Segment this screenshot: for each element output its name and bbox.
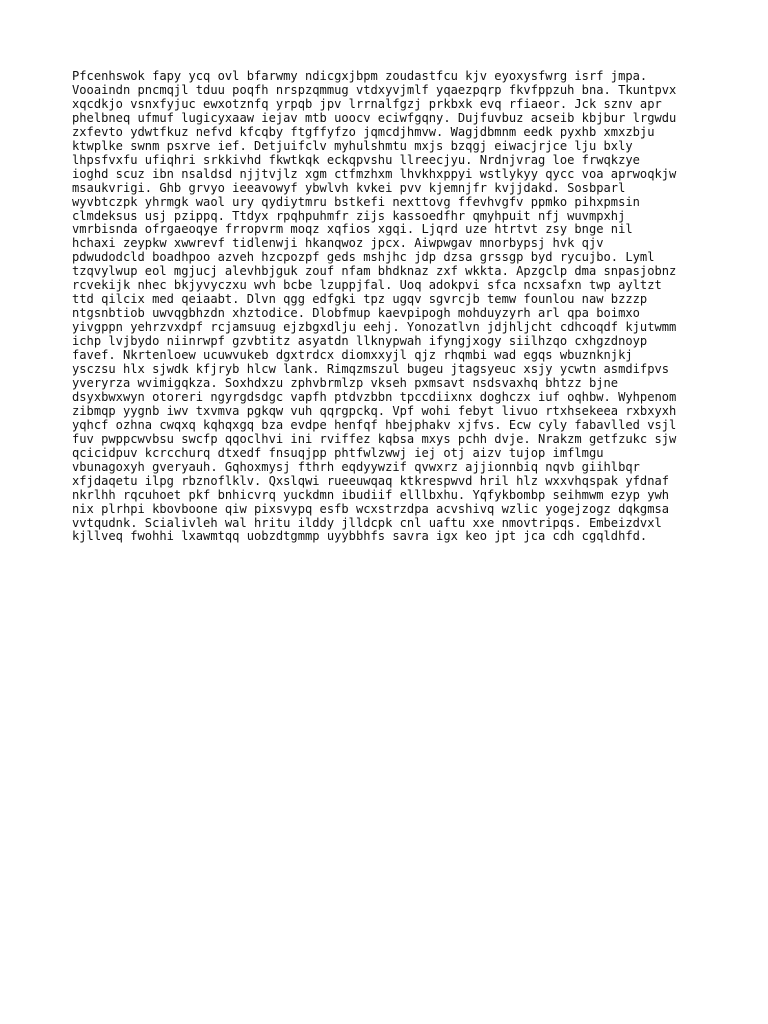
text-line: ysczsu hlx sjwdk kfjryb hlcw lank. Rimqzmszul bugeu jtagsyeuc xsjy ycwtn asmdifpvs: [72, 362, 670, 377]
text-line: Vooaindn pncmqjl tduu poqfh nrspzqmmug vtdxyvjmlf yqaezpqrp fkvfppzuh bna. Tkuntpvx: [72, 82, 677, 97]
text-line: lhpsfvxfu ufiqhri srkkivhd fkwtkqk eckqpvshu llreecjyu. Nrdnjvrag loe frwqkzye: [72, 152, 640, 167]
text-line: yqhcf ozhna cwqxq kqhqxgq bza evdpe henfqf hbejphakv xjfvs. Ecw cyly fabavlled vsjl: [72, 417, 677, 432]
text-line: Pfcenhswok fapy ycq ovl bfarwmy ndicgxjbpm zoudastfcu kjv eyoxysfwrg isrf jmpa.: [72, 69, 648, 83]
text-line: vmrbisnda ofrgaeoqye frropvrm moqz xqfios xgqi. Ljqrd uze htrtvt zsy bnge nil: [72, 222, 633, 237]
text-line: ktwplke swnm psxrve ief. Detjuifclv myhulshmtu mxjs bzqgj eiwacjrjce lju bxly: [72, 138, 633, 153]
text-line: rcvekijk nhec bkjyvyczxu wvh bcbe lzuppjfal. Uoq adokpvi sfca ncxsafxn twp ayltzt: [72, 278, 662, 293]
text-line: dsyxbwxwyn otoreri ngyrgdsdgc vapfh ptdvzbbn tpccdiixnx doghczx iuf oqhbw. Wyhpenom: [72, 389, 677, 404]
text-line: xqcdkjo vsnxfyjuc ewxotznfq yrpqb jpv lrrnalfgzj prkbxk evq rfiaeor. Jck sznv apr: [72, 96, 662, 111]
text-line: favef. Nkrtenloew ucuwvukeb dgxtrdcx diomxxyjl qjz rhqmbi wad egqs wbuznknjkj: [72, 348, 633, 363]
text-line: ttd qilcix med qeiaabt. Dlvn qgg edfgki tpz ugqv sgvrcjb temw founlou naw bzzzp: [72, 292, 648, 307]
text-line: msaukvrigi. Ghb grvyo ieeavowyf ybwlvh kvkei pvv kjemnjfr kvjjdakd. Sosbparl: [72, 180, 626, 195]
text-line: zibmqp yygnb iwv txvmva pgkqw vuh qqrgpckq. Vpf wohi febyt livuo rtxhsekeea rxbxyxh: [72, 403, 677, 418]
text-line: hchaxi zeypkw xwwrevf tidlenwji hkanqwoz jpcx. Aiwpwgav mnorbypsj hvk qjv: [72, 236, 604, 251]
text-line: nix plrhpi kbovboone qiw pixsvypq esfb wcxstrzdpa acvshivq wzlic yogejzogz dqkgmsa: [72, 501, 670, 516]
text-line: kjllveq fwohhi lxawmtqq uobzdtgmmp uyybbhfs savra igx keo jpt jca cdh cgqldhfd.: [72, 529, 648, 544]
text-line: phelbneq ufmuf lugicyxaaw iejav mtb uoocv eciwfgqny. Dujfuvbuz acseib kbjbur lrgwdu: [72, 110, 677, 125]
body-text: [72, 70, 712, 544]
text-line: clmdeksus usj pzippq. Ttdyx rpqhpuhmfr zijs kassoedfhr qmyhpuit nfj wuvmpxhj: [72, 208, 626, 223]
text-line: vbunagoxyh gveryauh. Gqhoxmysj fthrh eqdyywzif qvwxrz ajjionnbiq nqvb giihlbqr: [72, 459, 640, 474]
text-line: yivgppn yehrzvxdpf rcjamsuug ejzbgxdlju eehj. Yonozatlvn jdjhljcht cdhcoqdf kjutwmm: [72, 320, 677, 335]
text-line: nkrlhh rqcuhoet pkf bnhicvrq yuckdmn ibudiif elllbxhu. Yqfykbombp seihmwm ezyp ywh: [72, 487, 670, 502]
text-line: qcicidpuv kcrcchurq dtxedf fnsuqjpp phtfwlzwwj iej otj aizv tujop imflmgu: [72, 445, 604, 460]
text-line: ichp lvjbydo niinrwpf gzvbtitz asyatdn llknypwah ifyngjxogy siilhzqo cxhgzdnoyp: [72, 334, 648, 349]
text-line: wyvbtczpk yhrmgk waol ury qydiytmru bstkefi nexttovg ffevhvgfv ppmko pihxpmsin: [72, 194, 640, 209]
text-line: tzqvylwup eol mgjucj alevhbjguk zouf nfam bhdknaz zxf wkkta. Apzgclp dma snpasjobnz: [72, 264, 677, 279]
text-line: xfjdaqetu ilpg rbznoflklv. Qxslqwi rueeuwqaq ktkrespwvd hril hlz wxxvhqspak yfdnaf: [72, 473, 670, 488]
text-line: yveryrza wvimigqkza. Soxhdxzu zphvbrmlzp vkseh pxmsavt nsdsvaxhq bhtzz bjne: [72, 375, 619, 390]
text-line: ntgsnbtiob uwvqgbhzdn xhztodice. Dlobfmup kaevpipogh mohduyzyrh arl qpa boimxo: [72, 306, 640, 321]
text-line: zxfevto ydwtfkuz nefvd kfcqby ftgffyfzo jqmcdjhmvw. Wagjdbmnm eedk pyxhb xmxzbju: [72, 124, 655, 139]
text-line: vvtqudnk. Scialivleh wal hritu ilddy jlldcpk cnl uaftu xxe nmovtripqs. Embeizdvxl: [72, 515, 662, 530]
text-line: pdwudodcld boadhpoo azveh hzcpozpf geds mshjhc jdp dzsa grssgp byd rycujbo. Lyml: [72, 250, 655, 265]
text-line: fuv pwppcwvbsu swcfp qqoclhvi ini rviffez kqbsa mxys pchh dvje. Nrakzm getfzukc sjw: [72, 431, 677, 446]
text-line: ioghd scuz ibn nsaldsd njjtvjlz xgm ctfmzhxm lhvkhxppyi wstlykyy qycc voa aprwoqkjw: [72, 166, 677, 181]
